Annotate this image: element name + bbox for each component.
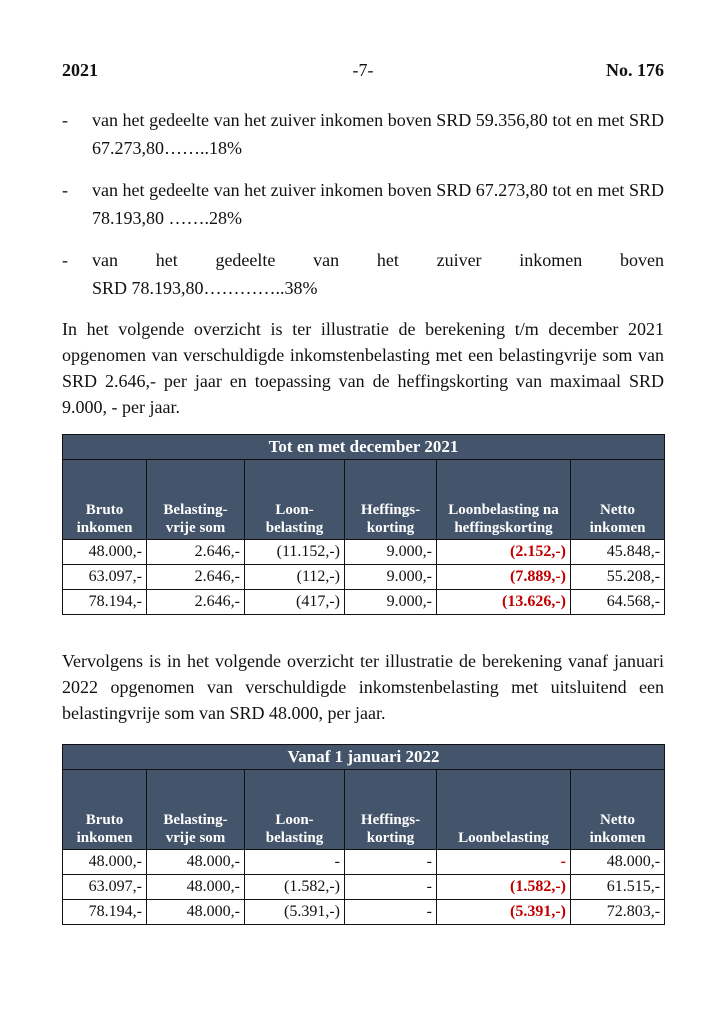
bullet-item: [62, 176, 664, 232]
col-header-loonbelasting: Loon-belasting: [245, 460, 345, 540]
table-row: [63, 900, 665, 925]
paragraph-intro-2022: Vervolgens is in het volgende overzicht ter illustratie de berekening vanaf januari 2022 opgenomen van verschuldigde inkomstenbelasting met uitsluitend een belastingvrije som van SRD 48.000, per jaar.: [62, 651, 664, 723]
table-2022: [62, 744, 665, 925]
bullet-dash: -: [62, 180, 68, 200]
cell: 48.000,-: [63, 850, 147, 875]
cell: 78.194,-: [63, 900, 147, 925]
col-header-netto: Netto inkomen: [571, 460, 665, 540]
col-header-belastingvrije-som: Belasting-vrije som: [147, 770, 245, 850]
cell: 48.000,-: [571, 850, 665, 875]
bullet-dash: -: [62, 250, 68, 270]
cell: 72.803,-: [571, 900, 665, 925]
table-header-row: [63, 460, 665, 540]
table-row: [63, 850, 665, 875]
cell: 2.646,-: [147, 540, 245, 565]
table-row: [63, 565, 665, 590]
col-header-loonbelasting-total: Loonbelasting: [437, 770, 571, 850]
cell: 78.194,-: [63, 590, 147, 615]
cell: 48.000,-: [63, 540, 147, 565]
col-header-belastingvrije-som: Belasting-vrije som: [147, 460, 245, 540]
cell: (1.582,-): [245, 875, 345, 900]
cell: 63.097,-: [63, 565, 147, 590]
page-header: [62, 60, 664, 84]
table-row: [63, 590, 665, 615]
cell-negative: (2.152,-): [437, 540, 571, 565]
cell: 45.848,-: [571, 540, 665, 565]
cell: (5.391,-): [245, 900, 345, 925]
cell: (417,-): [245, 590, 345, 615]
col-header-heffingskorting: Heffings-korting: [345, 460, 437, 540]
cell-negative: (7.889,-): [437, 565, 571, 590]
col-header-bruto: Bruto inkomen: [63, 460, 147, 540]
cell: -: [245, 850, 345, 875]
cell-negative: (13.626,-): [437, 590, 571, 615]
table-title: Vanaf 1 januari 2022: [63, 745, 665, 770]
col-header-netto: Netto inkomen: [571, 770, 665, 850]
header-document-number: No. 176: [606, 60, 664, 80]
cell: 9.000,-: [345, 565, 437, 590]
bullet-text-line2: SRD 78.193,80…………..38%: [92, 278, 318, 298]
bullet-text-line1: van het gedeelte van het zuiver inkomen boven: [92, 250, 664, 270]
col-header-heffingskorting: Heffings-korting: [345, 770, 437, 850]
cell: (112,-): [245, 565, 345, 590]
table-row: [63, 540, 665, 565]
cell: 64.568,-: [571, 590, 665, 615]
cell: -: [345, 875, 437, 900]
col-header-loonbelasting-na-korting: Loonbelasting na heffingskorting: [437, 460, 571, 540]
table-header-row: [63, 770, 665, 850]
paragraph-intro-2021: In het volgende overzicht is ter illustratie de berekening t/m december 2021 opgenomen van verschuldigde inkomstenbelasting met een belastingvrije som van SRD 2.646,- per jaar en toepassing van de heffingskorting van maximaal SRD 9.000, - per jaar.: [62, 319, 664, 417]
bullet-item: [62, 106, 664, 162]
cell: (11.152,-): [245, 540, 345, 565]
header-year: 2021: [62, 60, 98, 80]
cell: -: [345, 850, 437, 875]
bullet-dash: -: [62, 110, 68, 130]
cell: 48.000,-: [147, 900, 245, 925]
cell: 48.000,-: [147, 875, 245, 900]
cell-negative: (5.391,-): [437, 900, 571, 925]
cell: 2.646,-: [147, 590, 245, 615]
cell: 9.000,-: [345, 590, 437, 615]
cell: -: [345, 900, 437, 925]
cell: 55.208,-: [571, 565, 665, 590]
cell-negative: -: [437, 850, 571, 875]
bullet-text: van het gedeelte van het zuiver inkomen boven SRD 67.273,80 tot en met SRD 78.193,80 …….28%: [92, 180, 664, 228]
cell-negative: (1.582,-): [437, 875, 571, 900]
table-row: [63, 875, 665, 900]
cell: 61.515,-: [571, 875, 665, 900]
col-header-bruto: Bruto inkomen: [63, 770, 147, 850]
cell: 48.000,-: [147, 850, 245, 875]
bullet-item: [62, 246, 664, 302]
cell: 9.000,-: [345, 540, 437, 565]
cell: 2.646,-: [147, 565, 245, 590]
col-header-loonbelasting: Loon-belasting: [245, 770, 345, 850]
table-2021: [62, 434, 665, 615]
page-number: -7-: [352, 60, 374, 80]
bullet-text: van het gedeelte van het zuiver inkomen boven SRD 59.356,80 tot en met SRD 67.273,80……..18%: [92, 110, 664, 158]
cell: 63.097,-: [63, 875, 147, 900]
table-title: Tot en met december 2021: [63, 435, 665, 460]
